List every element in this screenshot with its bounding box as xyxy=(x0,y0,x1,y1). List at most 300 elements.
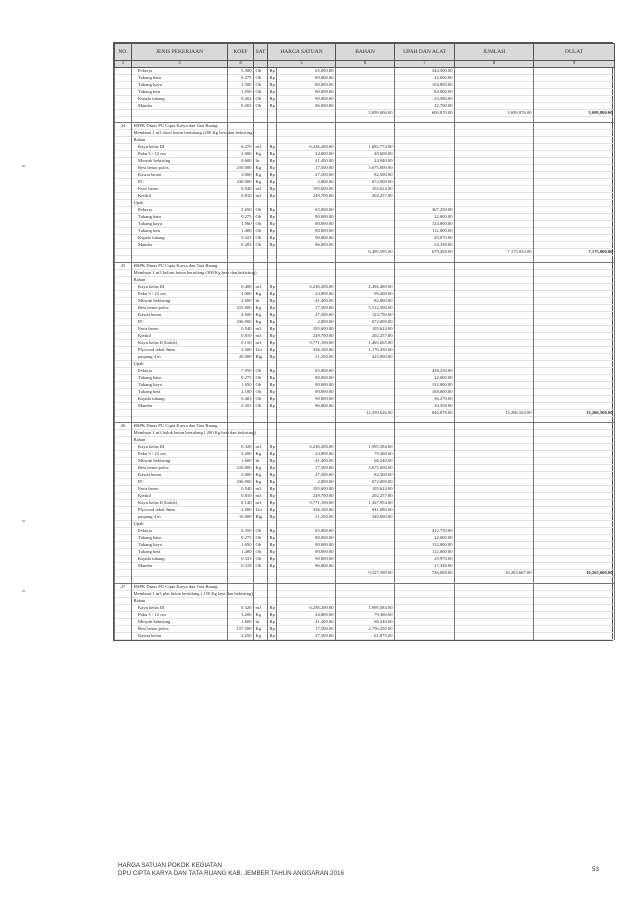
cell-bahan: 49,600.00 xyxy=(336,151,395,158)
table-row xyxy=(115,374,615,381)
cell-sat xyxy=(254,583,268,590)
cell-jumlah xyxy=(455,486,534,493)
cell-bahan: 9,527,599.00 xyxy=(336,570,395,577)
cell-no xyxy=(115,395,132,402)
cell-sat: m3 xyxy=(254,486,268,493)
cell-sat xyxy=(254,276,268,283)
table-row xyxy=(115,367,615,374)
cell-jenis: PC xyxy=(132,318,228,325)
cell-jenis: Kerikil xyxy=(132,193,228,200)
cell-sat: m3 xyxy=(254,493,268,500)
cell-no xyxy=(115,493,132,500)
cell-bahan xyxy=(336,563,395,570)
cell-bahan: 24,840.00 xyxy=(336,158,395,165)
cell-jenis: HSPK Dinas PU Cipta Karya dan Tata Ruang xyxy=(132,262,228,269)
cell-upah xyxy=(395,290,455,297)
cell-koef xyxy=(228,123,254,130)
cell-no xyxy=(115,409,132,416)
table-row xyxy=(115,283,615,290)
cell-currency: Rp xyxy=(269,290,275,296)
cell-upah xyxy=(395,346,455,353)
cell-harga: 65,000.00 xyxy=(277,68,336,75)
table-row xyxy=(115,325,615,332)
cell-sat xyxy=(254,437,268,444)
cell-harga xyxy=(277,590,336,597)
cell-upah: 124,800.00 xyxy=(395,221,455,228)
cell-currency: Rp xyxy=(269,311,275,317)
cell-koef xyxy=(228,276,254,283)
cell-koef xyxy=(228,521,254,528)
cell-harga: 90,000.00 xyxy=(277,395,336,402)
cell-dulat xyxy=(534,625,615,632)
cell-koef: 0.283 xyxy=(228,242,254,249)
cell-jenis: Tukang kayu xyxy=(132,381,228,388)
cell-bahan: 61,875.00 xyxy=(336,632,395,639)
cell-dulat xyxy=(534,458,615,465)
total-row xyxy=(115,409,615,416)
cell-jumlah xyxy=(455,353,534,360)
cell-jenis: Membuat 1 m3 balok beton bertulang ( 200 Kg besi dan bekisting) xyxy=(133,430,257,436)
cell-upah xyxy=(395,590,455,597)
cell-jenis: PC xyxy=(132,179,228,186)
cell-dulat xyxy=(534,388,615,395)
cell-no xyxy=(115,625,132,632)
cell-harga: 24,800.00 xyxy=(277,151,336,158)
cell-currency xyxy=(268,583,277,590)
cell-jenis: Besi beton polos xyxy=(132,165,228,172)
cell-no xyxy=(115,507,132,514)
cell-bahan xyxy=(336,137,395,144)
cell-no xyxy=(115,458,132,465)
cell-currency: Rp xyxy=(269,346,275,352)
table-row xyxy=(115,625,615,632)
table-row xyxy=(115,618,615,625)
cell-bahan xyxy=(336,200,395,207)
cell-bahan: 82,500.00 xyxy=(336,472,395,479)
table-row xyxy=(115,556,615,563)
cell-upah xyxy=(395,269,455,276)
cell-sat: Oh xyxy=(254,381,268,388)
col-number: 5 xyxy=(268,61,336,68)
cell-koef: 0.323 xyxy=(228,235,254,242)
cell-upah: 412,750.00 xyxy=(395,528,455,535)
cell-jenis: Paku 5 - 12 cm xyxy=(132,611,228,618)
table-row xyxy=(115,214,615,221)
cell-upah: 168,000.00 xyxy=(395,388,455,395)
cell-sat xyxy=(254,130,268,137)
cell-no xyxy=(115,353,132,360)
cell-jumlah xyxy=(455,444,534,451)
cell-dulat xyxy=(534,186,615,193)
cell-sat: Kg xyxy=(254,311,268,318)
cell-koef xyxy=(228,262,254,269)
cell-upah xyxy=(395,353,455,360)
cell-dulat xyxy=(534,618,615,625)
cell-dulat xyxy=(534,325,615,332)
cell-jumlah xyxy=(455,479,534,486)
cell-sat: m3 xyxy=(254,444,268,451)
col-header-koef: KOEF xyxy=(228,44,254,61)
cell-sat: Oh xyxy=(254,89,268,96)
cell-jumlah: 7,175,053.00 xyxy=(455,249,534,256)
cell-bahan: 123,750.00 xyxy=(336,311,395,318)
cell-bahan xyxy=(336,242,395,249)
col-number: 1 xyxy=(115,61,132,68)
cell-sat xyxy=(254,360,268,367)
col-header-harga: HARGA SATUAN xyxy=(268,44,336,61)
cell-dulat xyxy=(534,632,615,639)
cell-bahan: 1,465,665.00 xyxy=(336,339,395,346)
table-row xyxy=(115,507,615,514)
cell-jumlah xyxy=(455,68,534,75)
punch-mark xyxy=(22,520,25,522)
cell-bahan: 672,000.00 xyxy=(336,179,395,186)
cell-dulat xyxy=(534,451,615,458)
cell-upah: 22,000.00 xyxy=(395,535,455,542)
cell-koef: 6.350 xyxy=(228,528,254,535)
cell-upah xyxy=(395,458,455,465)
table-row xyxy=(115,360,615,367)
cell-currency xyxy=(268,360,277,367)
cell-sat: Oh xyxy=(254,374,268,381)
cell-bahan xyxy=(336,103,395,110)
table-row xyxy=(115,486,615,493)
cell-jenis: Tukang besi xyxy=(132,549,228,556)
cell-harga xyxy=(277,597,336,604)
cell-no xyxy=(115,89,132,96)
cell-koef: 0.275 xyxy=(228,75,254,82)
cell-currency: Rp xyxy=(269,458,275,464)
col-header-no: NO. xyxy=(115,44,132,61)
cell-dulat xyxy=(534,311,615,318)
cell-dulat xyxy=(534,444,615,451)
cell-upah: 736,068.00 xyxy=(395,570,455,577)
cell-upah: 344,500.00 xyxy=(395,68,455,75)
cell-jumlah xyxy=(455,611,534,618)
col-header-upah: UPAH DAN ALAT xyxy=(395,44,455,61)
cell-no xyxy=(115,249,132,256)
cell-harga xyxy=(277,249,336,256)
cell-jenis: Minyak bekisting xyxy=(132,618,228,625)
cell-sat: Oh xyxy=(254,214,268,221)
cell-currency: Rp xyxy=(269,604,275,610)
cell-harga: 65,000.00 xyxy=(277,207,336,214)
cell-upah: 846,878.00 xyxy=(395,409,455,416)
cell-koef: 1.560 xyxy=(228,221,254,228)
col-number: 6 xyxy=(336,61,395,68)
cell-dulat: 5,699,800.00 xyxy=(534,110,615,117)
price-analysis-sheet xyxy=(113,42,613,641)
cell-jenis: Kepala tukang xyxy=(132,96,228,103)
cell-jumlah xyxy=(455,130,534,137)
cell-sat xyxy=(254,110,268,117)
cell-bahan xyxy=(336,130,395,137)
cell-sat: m3 xyxy=(254,144,268,151)
cell-bahan: 79,360.00 xyxy=(336,451,395,458)
cell-jenis: Kawat beton xyxy=(132,172,228,179)
cell-jenis: panjang 4 m xyxy=(132,514,228,521)
cell-jenis: Pekerja xyxy=(132,367,228,374)
cell-dulat xyxy=(534,96,615,103)
cell-harga: 24,800.00 xyxy=(277,611,336,618)
cell-harga xyxy=(277,409,336,416)
cell-currency: Rp xyxy=(269,507,275,513)
table-row xyxy=(115,68,615,75)
cell-koef: 0.540 xyxy=(228,186,254,193)
cell-currency: Rp xyxy=(269,535,275,541)
cell-sat: Oh xyxy=(254,242,268,249)
cell-koef xyxy=(228,110,254,117)
cell-no xyxy=(115,179,132,186)
cell-bahan xyxy=(336,388,395,395)
cell-jumlah xyxy=(455,395,534,402)
cell-currency: Rp xyxy=(269,388,275,394)
cell-harga: 6,236,200.00 xyxy=(277,444,336,451)
cell-bahan xyxy=(336,75,395,82)
cell-harga: 65,000.00 xyxy=(277,528,336,535)
cell-currency: Rp xyxy=(269,103,275,108)
cell-jumlah xyxy=(455,458,534,465)
cell-jumlah xyxy=(455,500,534,507)
price-analysis-table xyxy=(114,43,615,640)
cell-bahan: 105,624.00 xyxy=(336,486,395,493)
cell-sat: Oh xyxy=(254,367,268,374)
cell-upah: 458,250.00 xyxy=(395,367,455,374)
cell-dulat xyxy=(534,130,615,137)
cell-koef: 336.000 xyxy=(228,318,254,325)
cell-currency: Rp xyxy=(269,479,275,485)
cell-currency: Rp xyxy=(269,395,275,401)
cell-dulat xyxy=(534,283,615,290)
cell-dulat xyxy=(534,75,615,82)
cell-koef: 3.200 xyxy=(228,451,254,458)
cell-dulat xyxy=(534,528,615,535)
cell-bahan: 66,240.00 xyxy=(336,618,395,625)
cell-jumlah xyxy=(455,186,534,193)
cell-koef: 0.270 xyxy=(228,144,254,151)
cell-bahan xyxy=(336,597,395,604)
table-row xyxy=(115,444,615,451)
cell-upah xyxy=(395,165,455,172)
cell-upah xyxy=(395,611,455,618)
cell-upah: 22,000.00 xyxy=(395,214,455,221)
cell-bahan xyxy=(336,542,395,549)
cell-sat: Kg xyxy=(254,451,268,458)
cell-currency xyxy=(268,430,277,437)
cell-bahan: 5,512,500.00 xyxy=(336,304,395,311)
cell-koef: 315.000 xyxy=(228,304,254,311)
cell-jenis xyxy=(132,249,228,256)
cell-dulat xyxy=(534,207,615,214)
cell-upah xyxy=(395,262,455,269)
cell-jenis: Kawat beton xyxy=(132,632,228,639)
cell-dulat xyxy=(534,535,615,542)
cell-no xyxy=(115,367,132,374)
cell-no xyxy=(115,346,132,353)
cell-dulat xyxy=(534,304,615,311)
cell-harga: 80,000.00 xyxy=(277,228,336,235)
cell-koef: 210.000 xyxy=(228,465,254,472)
cell-upah xyxy=(395,144,455,151)
cell-no xyxy=(115,193,132,200)
cell-upah xyxy=(395,583,455,590)
cell-no xyxy=(115,556,132,563)
cell-jumlah xyxy=(455,437,534,444)
cell-currency: Rp xyxy=(269,82,275,87)
cell-jumlah xyxy=(455,632,534,639)
cell-harga xyxy=(277,437,336,444)
cell-sat: Oh xyxy=(254,535,268,542)
cell-currency: Rp xyxy=(269,353,275,359)
cell-no xyxy=(115,151,132,158)
cell-sat: Oh xyxy=(254,68,268,75)
cell-bahan xyxy=(336,521,395,528)
cell-harga: 80,000.00 xyxy=(277,82,336,89)
cell-bahan: 1,176,350.00 xyxy=(336,346,395,353)
cell-no xyxy=(115,283,132,290)
cell-bahan xyxy=(336,262,395,269)
cell-upah xyxy=(395,200,455,207)
cell-dulat xyxy=(534,423,615,430)
col-header-jenis: JENIS PEKERJAAN xyxy=(132,44,228,61)
cell-no xyxy=(115,430,132,437)
cell-currency: Rp xyxy=(269,228,275,234)
cell-bahan xyxy=(336,528,395,535)
cell-jenis: Minyak bekisting xyxy=(132,297,228,304)
cell-no xyxy=(115,388,132,395)
table-row xyxy=(115,297,615,304)
cell-bahan xyxy=(336,430,395,437)
cell-koef: 0.275 xyxy=(228,374,254,381)
table-row xyxy=(115,437,615,444)
cell-bahan: 3,675,000.00 xyxy=(336,465,395,472)
cell-currency: Rp xyxy=(269,165,275,171)
cell-koef: 0.810 xyxy=(228,493,254,500)
cell-currency xyxy=(268,423,277,430)
cell-jumlah xyxy=(455,242,534,249)
cell-jumlah xyxy=(455,304,534,311)
table-row xyxy=(115,144,615,151)
cell-no xyxy=(115,521,132,528)
cell-currency xyxy=(268,570,277,577)
cell-upah xyxy=(395,123,455,130)
cell-koef: 0.320 xyxy=(228,604,254,611)
cell-jenis: Kayu kelas III xyxy=(132,604,228,611)
cell-no xyxy=(115,402,132,409)
cell-dulat xyxy=(534,521,615,528)
table-row xyxy=(115,542,615,549)
cell-sat: Oh xyxy=(254,556,268,563)
cell-no xyxy=(115,165,132,172)
page-number: 53 xyxy=(592,866,599,873)
cell-upah xyxy=(395,597,455,604)
cell-jenis: Tukang kayu xyxy=(132,221,228,228)
cell-harga: 27,500.00 xyxy=(277,311,336,318)
cell-sat: Oh xyxy=(254,402,268,409)
cell-currency: Rp xyxy=(269,381,275,387)
cell-no xyxy=(115,75,132,82)
cell-koef xyxy=(228,249,254,256)
cell-jenis: Tukang kayu xyxy=(132,82,228,89)
cell-currency: Rp xyxy=(269,214,275,220)
cell-jumlah xyxy=(455,311,534,318)
cell-upah xyxy=(395,486,455,493)
cell-sat xyxy=(254,521,268,528)
cell-no xyxy=(115,472,132,479)
table-row xyxy=(115,535,615,542)
cell-harga: 2,000.00 xyxy=(277,318,336,325)
table-row xyxy=(115,137,615,144)
cell-harga: 9,771,100.00 xyxy=(277,339,336,346)
cell-upah xyxy=(395,318,455,325)
footer-title: HARGA SATUAN POKOK KEGIATAN xyxy=(118,862,222,869)
cell-jumlah xyxy=(455,179,534,186)
cell-jumlah xyxy=(455,207,534,214)
cell-koef: 0.403 xyxy=(228,395,254,402)
total-row xyxy=(115,110,615,117)
cell-koef: 0.275 xyxy=(228,214,254,221)
cell-currency: Rp xyxy=(269,179,275,185)
cell-upah xyxy=(395,130,455,137)
cell-upah: 132,000.00 xyxy=(395,542,455,549)
cell-harga: 41,400.00 xyxy=(277,458,336,465)
cell-upah: 104,000.00 xyxy=(395,82,455,89)
table-row xyxy=(115,82,615,89)
cell-currency: Rp xyxy=(269,500,275,506)
cell-koef xyxy=(228,583,254,590)
cell-no xyxy=(115,68,132,75)
cell-no: 26 xyxy=(115,423,132,430)
table-row xyxy=(115,479,615,486)
col-number: 9 xyxy=(534,61,615,68)
cell-bahan: 2,494,480.00 xyxy=(336,283,395,290)
cell-currency: Rp xyxy=(269,151,275,157)
cell-sat xyxy=(254,597,268,604)
cell-jenis: Tukang batu xyxy=(132,374,228,381)
cell-jenis: Kerikil xyxy=(132,332,228,339)
cell-koef xyxy=(228,423,254,430)
table-row xyxy=(115,346,615,353)
cell-no xyxy=(115,214,132,221)
cell-koef: 1.650 xyxy=(228,381,254,388)
cell-sat: Kg xyxy=(254,465,268,472)
cell-sat: Oh xyxy=(254,207,268,214)
cell-harga xyxy=(277,360,336,367)
cell-harga: 90,000.00 xyxy=(277,96,336,103)
cell-jumlah xyxy=(455,597,534,604)
cell-jumlah xyxy=(455,472,534,479)
cell-upah xyxy=(395,632,455,639)
cell-upah xyxy=(395,514,455,521)
cell-jenis: Mandor xyxy=(132,402,228,409)
cell-no xyxy=(115,563,132,570)
cell-no: 25 xyxy=(115,262,132,269)
cell-currency xyxy=(268,130,277,137)
table-row xyxy=(115,179,615,186)
table-row xyxy=(115,353,615,360)
cell-no xyxy=(115,381,132,388)
cell-bahan xyxy=(336,395,395,402)
cell-harga: 24,800.00 xyxy=(277,451,336,458)
table-row xyxy=(115,611,615,618)
cell-koef: 0.150 xyxy=(228,339,254,346)
cell-currency: Rp xyxy=(269,549,275,555)
cell-harga: 9,771,100.00 xyxy=(277,500,336,507)
cell-currency xyxy=(268,249,277,256)
cell-jumlah xyxy=(455,514,534,521)
table-row xyxy=(115,228,615,235)
cell-koef: 2.100 xyxy=(228,388,254,395)
